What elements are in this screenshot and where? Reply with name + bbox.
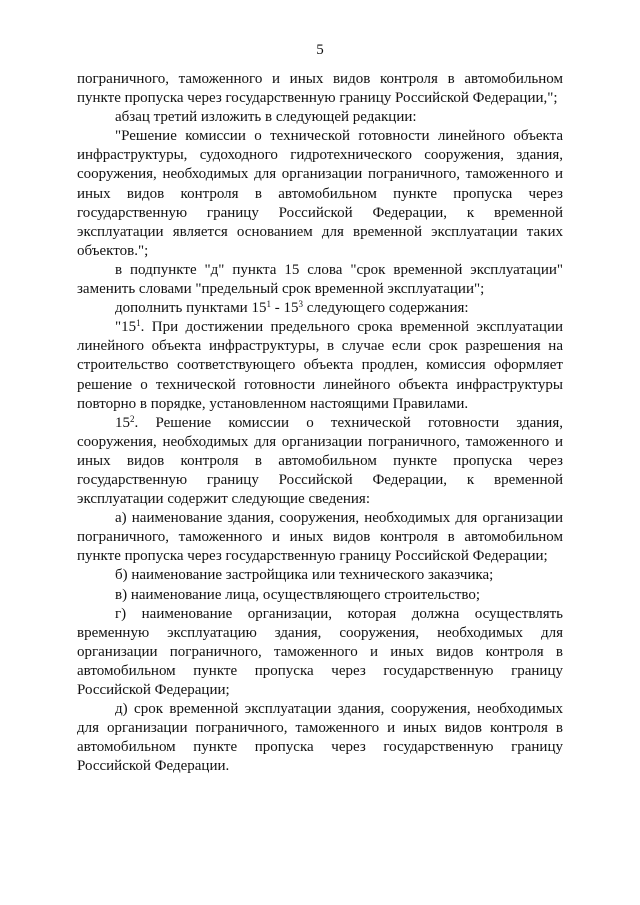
paragraph: в) наименование лица, осуществляющего строительство; [115,586,481,603]
paragraph: д) срок временной эксплуатации здания, сооружения, необходимых для организации пограничного, таможенного и иных видов контроля в автомобильном пункте пропуска через государственную границу Российской Федерации. [77,701,563,775]
superscript: 1 [136,318,141,329]
paragraph: абзац третий изложить в следующей редакции: [115,109,417,126]
text-run: дополнить пунктами 15 [115,300,267,317]
text-run: следующего содержания: [302,300,469,317]
text-run: "15 [115,319,137,336]
superscript: 3 [298,299,303,310]
paragraph: а) наименование здания, сооружения, необходимых для организации пограничного, таможенного и иных видов контроля в автомобильном пункте пропуска через государственную границу Российской Федерации; [77,510,563,565]
paragraph: б) наименование застройщика или технического заказчика; [115,567,494,584]
text-run: 15 [115,414,130,431]
superscript: 2 [130,413,135,424]
page-number: 5 [316,42,324,58]
paragraph [77,318,563,413]
text-run: . При достижении предельного срока временной эксплуатации линейного объекта инфраструктуры, в случае если срок разрешения на строительство соответствующего объекта продлен, комиссия оформляет решение о технической готовности линейного объекта инфраструктуры повторно в порядке, установленном настоящими Правилами. [77,319,563,412]
text-run: . Решение комиссии о технической готовности здания, сооружения, необходимых для организации пограничного, таможенного и иных видов контроля в автомобильном пункте пропуска через государственную границу Российской Федерации, к временной эксплуатации содержит следующие сведения: [77,414,563,508]
paragraph: "Решение комиссии о технической готовности линейного объекта инфраструктуры, судоходного гидротехнического сооружения, здания, сооружения, необходимых для организации пограничного, таможенного и иных видов контроля в автомобильном пункте пропуска через государственную границу Российской Федерации, к временной эксплуатации является основанием для временной эксплуатации таких объектов."; [77,128,563,259]
document-body [77,70,563,776]
paragraph: пограничного, таможенного и иных видов контроля в автомобильном пункте пропуска через государственную границу Российской Федерации,"; [77,71,563,107]
superscript: 1 [266,299,271,310]
paragraph [77,414,563,509]
paragraph: г) наименование организации, которая должна осуществлять временную эксплуатацию здания, сооружения, необходимых для организации пограничного, таможенного и иных видов контроля в автомобильном пункте пропуска через государственную границу Российской Федерации; [77,605,563,698]
paragraph [77,299,563,318]
text-run: - 15 [270,300,299,317]
paragraph: в подпункте "д" пункта 15 слова "срок временной эксплуатации" заменить словами "предельный срок временной эксплуатации"; [77,261,563,298]
